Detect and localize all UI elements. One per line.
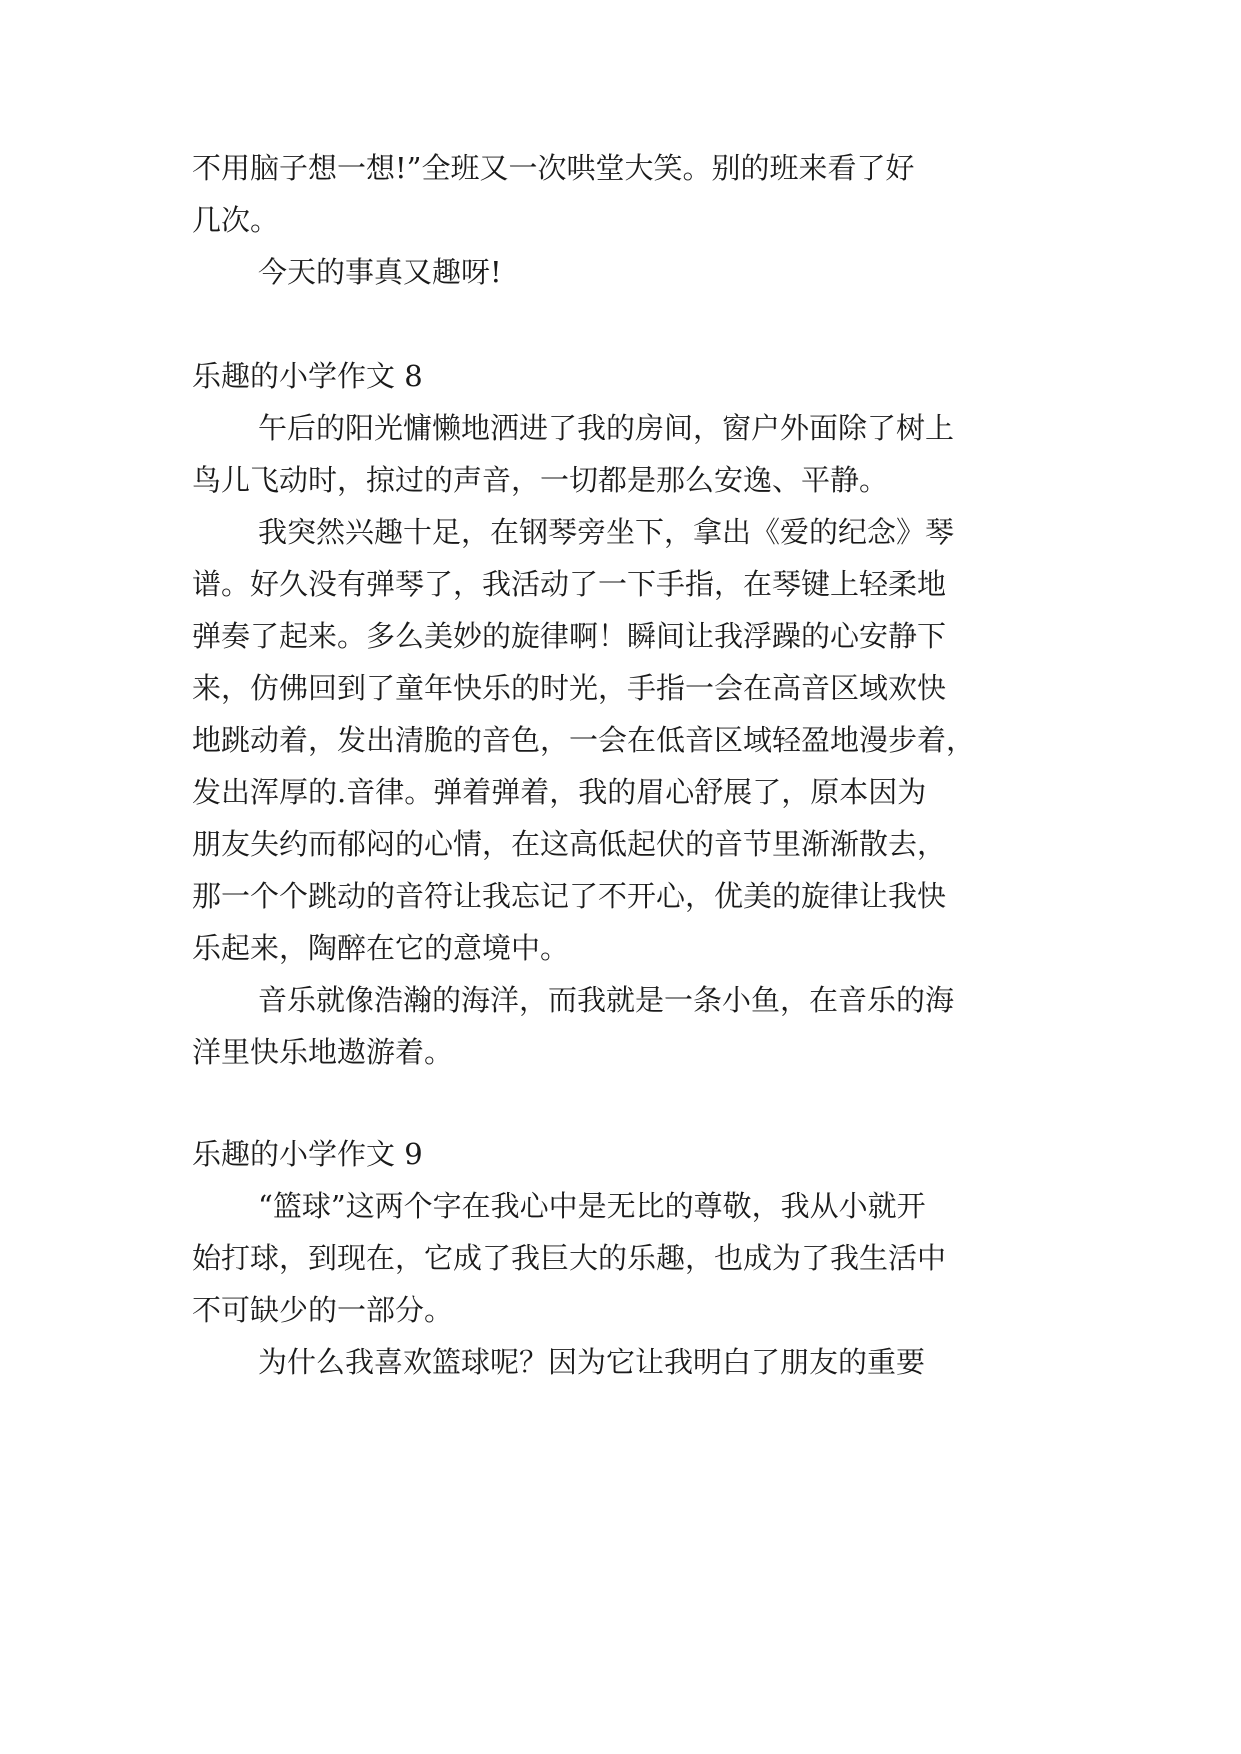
section-heading-9: 乐趣的小学作文 9 [192, 1137, 423, 1171]
text-line-14: 那一个个跳动的音符让我忘记了不开心，优美的旋律让我快 [192, 879, 947, 913]
text-line-13: 朋友失约而郁闷的心情，在这高低起伏的音节里渐渐散去， [192, 827, 947, 861]
text-line-6: 鸟儿飞动时，掠过的声音，一切都是那么安逸、平静。 [192, 463, 889, 497]
section-heading-8: 乐趣的小学作文 8 [192, 359, 423, 393]
text-line-15: 乐起来，陶醉在它的意境中。 [192, 931, 570, 965]
text-line-11: 地跳动着，发出清脆的音色，一会在低音区域轻盈地漫步着， [192, 723, 976, 757]
text-line-17: 洋里快乐地遨游着。 [192, 1035, 454, 1069]
text-line-21: 不可缺少的一部分。 [192, 1293, 454, 1327]
text-line-9: 弹奏了起来。多么美妙的旋律啊！瞬间让我浮躁的心安静下 [192, 619, 947, 653]
text-line-7: 我突然兴趣十足，在钢琴旁坐下，拿出《爱的纪念》琴 [258, 515, 955, 549]
text-line-22: 为什么我喜欢篮球呢？因为它让我明白了朋友的重要 [258, 1345, 926, 1379]
text-line-20: 始打球，到现在，它成了我巨大的乐趣，也成为了我生活中 [192, 1241, 947, 1275]
text-line-3: 今天的事真又趣呀! [258, 255, 502, 289]
text-line-12: 发出浑厚的.音律。弹着弹着，我的眉心舒展了，原本因为 [192, 775, 927, 809]
text-line-8: 谱。好久没有弹琴了，我活动了一下手指，在琴键上轻柔地 [192, 567, 947, 601]
text-line-2: 几次。 [192, 203, 280, 237]
text-line-1: 不用脑子想一想!”全班又一次哄堂大笑。别的班来看了好 [192, 151, 915, 185]
text-line-10: 来，仿佛回到了童年快乐的时光，手指一会在高音区域欢快 [192, 671, 947, 705]
text-line-16: 音乐就像浩瀚的海洋，而我就是一条小鱼，在音乐的海 [258, 983, 955, 1017]
text-line-19: “篮球”这两个字在我心中是无比的尊敬，我从小就开 [258, 1189, 926, 1223]
text-line-5: 午后的阳光慵懒地洒进了我的房间，窗户外面除了树上 [258, 411, 955, 445]
